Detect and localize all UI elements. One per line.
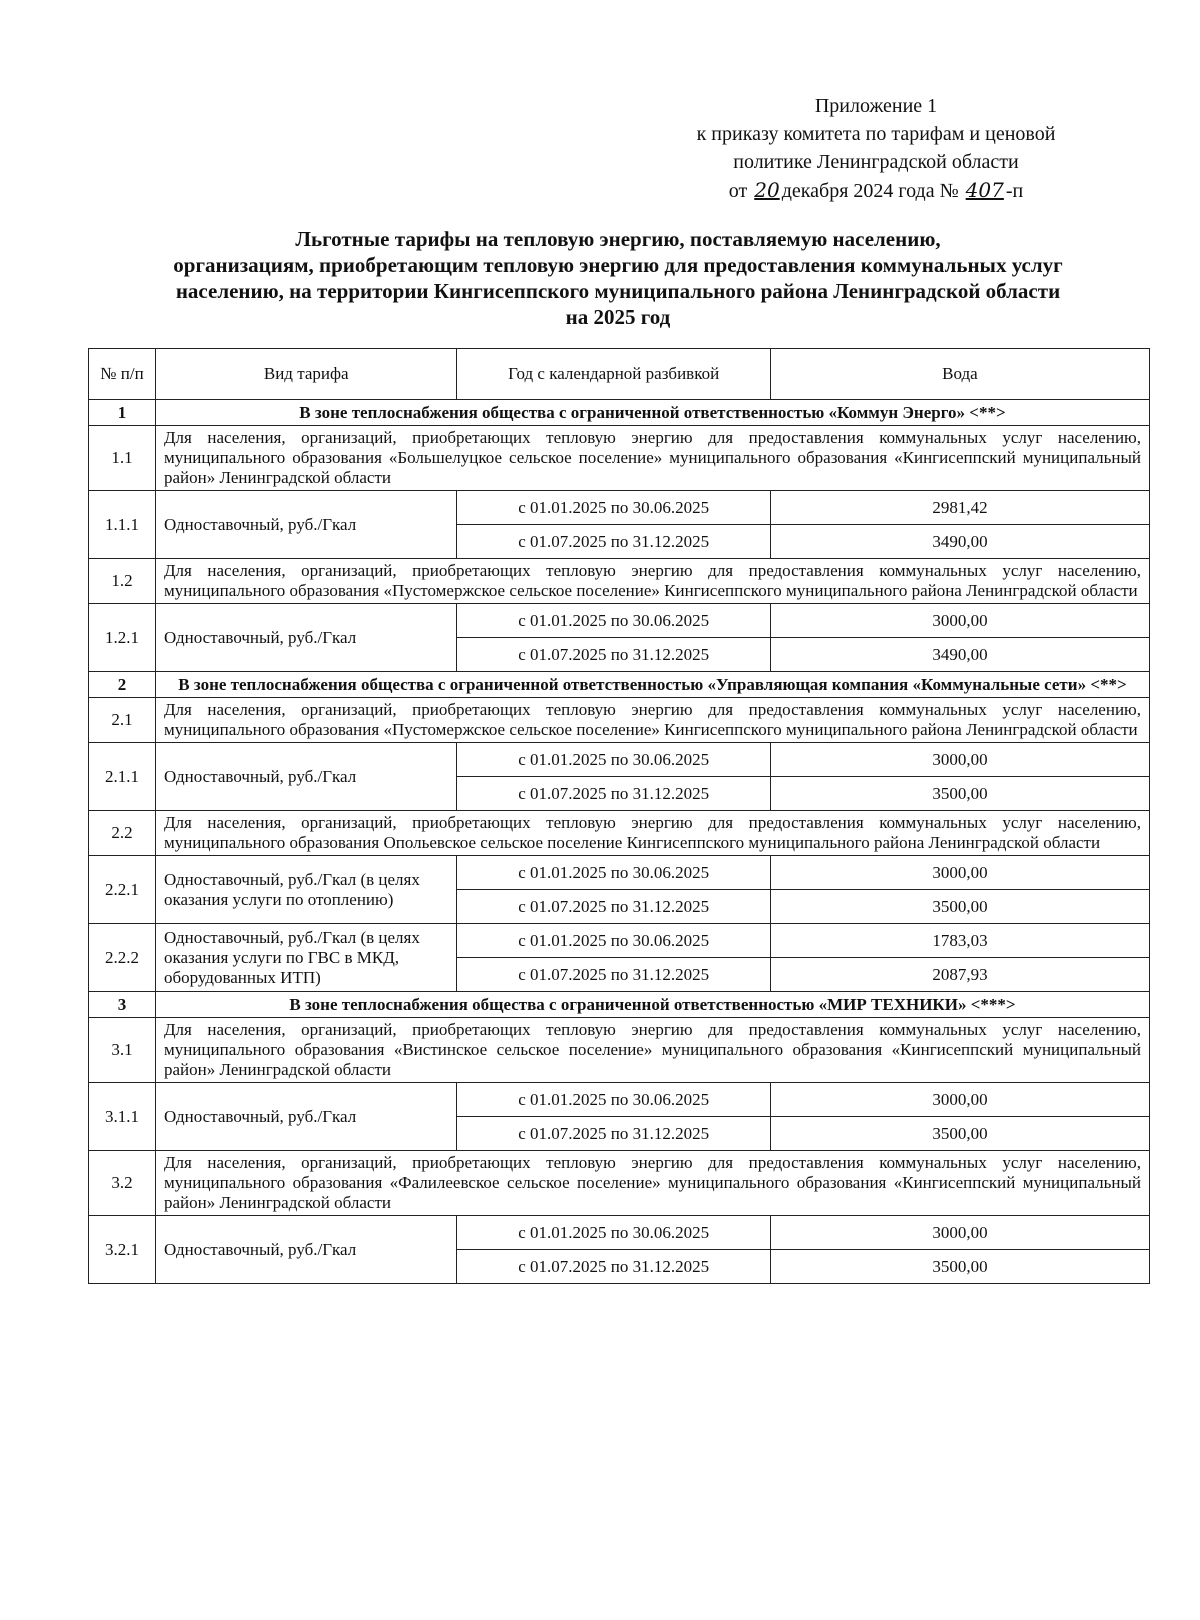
tariff-value: 3000,00 [770,604,1149,638]
tariff-row [89,491,1150,525]
tariff-period: с 01.01.2025 по 30.06.2025 [457,743,770,777]
zone-row [89,672,1150,698]
zone-title: В зоне теплоснабжения общества с ограниченной ответственностью «Управляющая компания «Коммунальные сети» <**> [155,672,1149,698]
tariff-period: с 01.07.2025 по 31.12.2025 [457,890,770,924]
table-body [89,400,1150,1284]
order-number-handwritten: 407 [965,178,1004,202]
subsection-description: Для населения, организаций, приобретающих тепловую энергию для предоставления коммунальных услуг населению, муниципального образования Опольевское сельское поселение Кингисеппского муниципального района Ленинградской области [155,811,1149,856]
tariff-period: с 01.07.2025 по 31.12.2025 [457,958,770,992]
header-water: Вода [770,349,1149,400]
tariff-number: 3.1.1 [89,1083,156,1151]
appendix-line1: Приложение 1 [814,95,938,117]
tariff-period: с 01.01.2025 по 30.06.2025 [457,1216,770,1250]
subsection-row [89,1151,1150,1216]
date-day-handwritten: 20 [754,178,780,202]
subsection-number: 2.2 [89,811,156,856]
subsection-description: Для населения, организаций, приобретающих тепловую энергию для предоставления коммунальных услуг населению, муниципального образования «Фалилеевское сельское поселение» муниципального образования «Кингисеппский муниципальный район» Ленинградской области [155,1151,1149,1216]
tariff-value: 3490,00 [770,525,1149,559]
tariff-row [89,604,1150,638]
tariff-kind: Одноставочный, руб./Гкал [155,1216,457,1284]
tariff-row [89,856,1150,890]
tariff-number: 2.2.2 [89,924,156,992]
subsection-number: 3.1 [89,1018,156,1083]
tariff-value: 3000,00 [770,856,1149,890]
order-suffix: -п [1005,180,1024,202]
tariff-kind: Одноставочный, руб./Гкал [155,604,457,672]
header-row [89,349,1150,400]
zone-row [89,400,1150,426]
tariff-value: 2087,93 [770,958,1149,992]
tariff-table [88,348,1150,1284]
tariff-value: 3500,00 [770,1250,1149,1284]
appendix-line3: политике Ленинградской области [733,151,1019,173]
header-kind: Вид тарифа [155,349,457,400]
date-rest: декабря 2024 года № [781,180,959,202]
tariff-kind: Одноставочный, руб./Гкал (в целях оказания услуги по отоплению) [155,856,457,924]
tariff-kind: Одноставочный, руб./Гкал (в целях оказания услуги по ГВС в МКД, оборудованных ИТП) [155,924,457,992]
subsection-description: Для населения, организаций, приобретающих тепловую энергию для предоставления коммунальных услуг населению, муниципального образования «Пустомержское сельское поселение» Кингисеппского муниципального района Ленинградской области [155,559,1149,604]
header-num: № п/п [89,349,156,400]
tariff-row [89,924,1150,958]
title-line2: организациям, приобретающим тепловую энергию для предоставления коммунальных услуг [173,253,1063,277]
tariff-kind: Одноставочный, руб./Гкал [155,491,457,559]
subsection-number: 1.2 [89,559,156,604]
tariff-period: с 01.01.2025 по 30.06.2025 [457,1083,770,1117]
title-line3: населению, на территории Кингисеппского муниципального района Ленинградской области [175,279,1061,303]
tariff-value: 3000,00 [770,743,1149,777]
appendix-date-line [656,176,1096,205]
subsection-description: Для населения, организаций, приобретающих тепловую энергию для предоставления коммунальных услуг населению, муниципального образования «Вистинское сельское поселение» муниципального образования «Кингисеппский муниципальный район» Ленинградской области [155,1018,1149,1083]
tariff-value: 3500,00 [770,890,1149,924]
title-line4: на 2025 год [565,305,671,329]
zone-number: 3 [89,992,156,1018]
zone-number: 1 [89,400,156,426]
tariff-kind: Одноставочный, руб./Гкал [155,1083,457,1151]
subsection-row [89,426,1150,491]
tariff-period: с 01.07.2025 по 31.12.2025 [457,1117,770,1151]
tariff-number: 2.1.1 [89,743,156,811]
tariff-number: 2.2.1 [89,856,156,924]
subsection-number: 3.2 [89,1151,156,1216]
subsection-row [89,698,1150,743]
zone-row [89,992,1150,1018]
subsection-number: 1.1 [89,426,156,491]
appendix-line2: к приказу комитета по тарифам и ценовой [696,123,1056,145]
tariff-kind: Одноставочный, руб./Гкал [155,743,457,811]
subsection-description: Для населения, организаций, приобретающих тепловую энергию для предоставления коммунальных услуг населению, муниципального образования «Большелуцкое сельское поселение» муниципального образования «Кингисеппский муниципальный район» Ленинградской области [155,426,1149,491]
tariff-period: с 01.01.2025 по 30.06.2025 [457,491,770,525]
tariff-period: с 01.01.2025 по 30.06.2025 [457,924,770,958]
tariff-value: 3500,00 [770,777,1149,811]
appendix-header [656,92,1096,205]
tariff-value: 3000,00 [770,1216,1149,1250]
zone-number: 2 [89,672,156,698]
subsection-row [89,559,1150,604]
tariff-value: 3000,00 [770,1083,1149,1117]
tariff-period: с 01.07.2025 по 31.12.2025 [457,638,770,672]
title-line1: Льготные тарифы на тепловую энергию, поставляемую населению, [295,227,941,251]
tariff-value: 2981,42 [770,491,1149,525]
subsection-row [89,811,1150,856]
tariff-period: с 01.01.2025 по 30.06.2025 [457,856,770,890]
subsection-description: Для населения, организаций, приобретающих тепловую энергию для предоставления коммунальных услуг населению, муниципального образования «Пустомержское сельское поселение» Кингисеппского муниципального района Ленинградской области [155,698,1149,743]
tariff-value: 3500,00 [770,1117,1149,1151]
tariff-period: с 01.07.2025 по 31.12.2025 [457,1250,770,1284]
tariff-period: с 01.07.2025 по 31.12.2025 [457,525,770,559]
zone-title: В зоне теплоснабжения общества с ограниченной ответственностью «Коммун Энерго» <**> [155,400,1149,426]
tariff-number: 1.2.1 [89,604,156,672]
tariff-row [89,1216,1150,1250]
zone-title: В зоне теплоснабжения общества с ограниченной ответственностью «МИР ТЕХНИКИ» <***> [155,992,1149,1018]
tariff-value: 1783,03 [770,924,1149,958]
date-prefix: от [728,180,748,202]
subsection-row [89,1018,1150,1083]
tariff-row [89,1083,1150,1117]
tariff-number: 3.2.1 [89,1216,156,1284]
subsection-number: 2.1 [89,698,156,743]
tariff-value: 3490,00 [770,638,1149,672]
tariff-period: с 01.07.2025 по 31.12.2025 [457,777,770,811]
tariff-period: с 01.01.2025 по 30.06.2025 [457,604,770,638]
tariff-number: 1.1.1 [89,491,156,559]
header-period: Год с календарной разбивкой [457,349,770,400]
tariff-row [89,743,1150,777]
document-title [88,226,1148,330]
